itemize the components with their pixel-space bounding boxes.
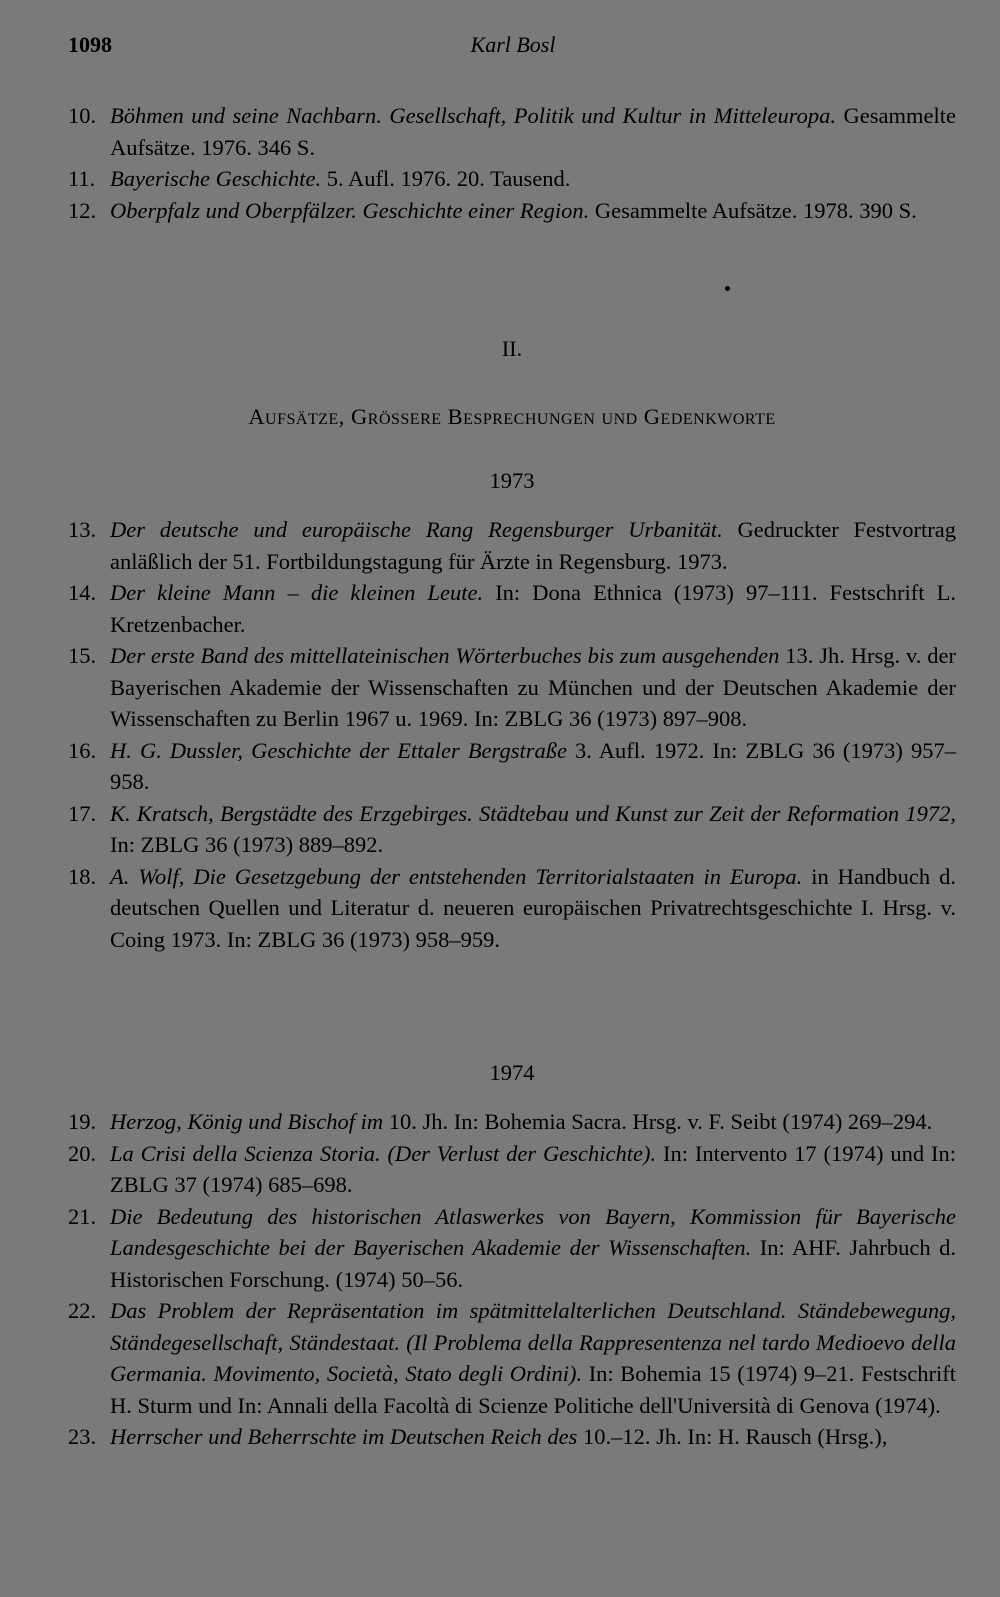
entry-number: 19. <box>68 1109 97 1134</box>
entry-details: Gedruckter Festvortrag anläßlich der 51. Fortbildungstagung für Ärzte in Regensburg. 1973. <box>110 517 956 574</box>
entry-details: in Handbuch d. deutschen Quellen und Literatur d. neueren europäischen Privatrechtsgeschichte I. Hrsg. v. Coing 1973. In: ZBLG 36 (1973) 958–959. <box>110 863 956 952</box>
bibliography-entry <box>68 735 956 798</box>
entry-details: Gesammelte Aufsätze. 1978. 390 S. <box>589 197 917 223</box>
bibliography-entry <box>68 1421 956 1453</box>
entry-number: 15. <box>68 643 97 668</box>
page-number: 1098 <box>68 32 112 57</box>
bibliography-entry <box>68 163 956 195</box>
bibliography-entry <box>68 514 956 577</box>
entry-number: 22. <box>68 1298 97 1323</box>
entry-details: 13. Jh. Hrsg. v. der Bayerischen Akademie der Wissenschaften zu München und der Deutschen Akademie der Wissenschaften zu Berlin 1967 u. 1969. In: ZBLG 36 (1973) 897–908. <box>110 643 956 731</box>
entry-number: 18. <box>68 863 97 889</box>
bibliography-entry <box>68 100 956 163</box>
bibliography-entry <box>68 1138 956 1201</box>
entry-details: 10. Jh. In: Bohemia Sacra. Hrsg. v. F. Seibt (1974) 269–294. <box>383 1109 933 1134</box>
page-header <box>68 32 958 62</box>
entry-title: Das Problem der Repräsentation im spätmittelalterlichen Deutschland. Ständebewegung, Ständegesellschaft, Ständestaat. (Il Problema della Rappresentenza nel tardo Medioevo della Germania. Movimento, Società, Stato degli Ordini). <box>110 1298 956 1386</box>
entry-title: A. Wolf, Die Gesetzgebung der entstehenden Territorialstaaten in Europa. <box>110 863 803 889</box>
section-number: II. <box>501 336 523 361</box>
entry-number: 10. <box>68 103 97 128</box>
entry-details: 3. Aufl. 1972. In: ZBLG 36 (1973) 957–958. <box>110 737 956 794</box>
entry-number: 11. <box>68 166 96 191</box>
running-head: Karl Bosl <box>470 32 556 57</box>
bibliography-entry <box>68 640 956 735</box>
entry-details: 5. Aufl. 1976. 20. Tausend. <box>321 166 571 191</box>
entry-number: 13. <box>68 517 97 542</box>
entries-1973 <box>68 514 956 955</box>
entry-details: Gesammelte Aufsätze. 1976. 346 S. <box>110 103 956 160</box>
bibliography-entry <box>68 798 956 861</box>
entries-1974 <box>68 1106 956 1453</box>
entry-title: Herrscher und Beherrschte im Deutschen Reich des <box>110 1424 578 1449</box>
bibliography-entry <box>68 1201 956 1296</box>
entry-details: In: Bohemia 15 (1974) 9–21. Festschrift H. Sturm und In: Annali della Facoltà di Scienze Politiche dell'Università di Genova (1974). <box>110 1361 957 1418</box>
section-heading: Aufsätze, Grössere Besprechungen und Gedenkworte <box>248 404 776 429</box>
bibliography-entry <box>68 861 956 956</box>
entry-number: 23. <box>68 1424 97 1449</box>
entry-title: K. Kratsch, Bergstädte des Erzgebirges. Städtebau und Kunst zur Zeit der Reformation 1972, <box>110 800 956 826</box>
bibliography-entry <box>68 1295 956 1421</box>
entry-title: La Crisi della Scienza Storia. (Der Verlust der Geschichte). <box>110 1140 657 1166</box>
year-heading-1973: 1973 <box>489 468 535 493</box>
entry-details: In: ZBLG 36 (1973) 889–892. <box>110 832 384 857</box>
bibliography-entry <box>68 195 956 227</box>
entry-number: 14. <box>68 580 97 605</box>
entry-title: H. G. Dussler, Geschichte der Ettaler Bergstraße <box>110 737 567 763</box>
bibliography-entry <box>68 1106 956 1138</box>
entry-number: 12. <box>68 197 97 223</box>
entry-details: In: Intervento 17 (1974) und In: ZBLG 37 (1974) 685–698. <box>110 1140 956 1197</box>
entry-number: 16. <box>68 737 97 763</box>
entry-title: Bayerische Geschichte. <box>110 166 322 191</box>
entry-title: Der kleine Mann – die kleinen Leute. <box>110 580 484 605</box>
entry-title: Der erste Band des mittellateinischen Wörterbuches bis zum ausgehenden <box>110 643 780 668</box>
entry-title: Die Bedeutung des historischen Atlaswerkes von Bayern, Kommission für Bayerische Landesgeschichte bei der Bayerischen Akademie der Wissenschaften. <box>110 1203 956 1260</box>
entry-details: In: Dona Ethnica (1973) 97–111. Festschrift L. Kretzenbacher. <box>110 580 957 637</box>
bibliography-entry <box>68 577 956 640</box>
year-heading-1974: 1974 <box>489 1060 535 1085</box>
entry-title: Der deutsche und europäische Rang Regensburger Urbanität. <box>110 517 723 542</box>
entry-number: 21. <box>68 1203 97 1229</box>
entry-title: Oberpfalz und Oberpfälzer. Geschichte einer Region. <box>110 197 590 223</box>
entry-title: Herzog, König und Bischof im <box>110 1109 384 1134</box>
entry-number: 17. <box>68 800 97 826</box>
entry-title: Böhmen und seine Nachbarn. Gesellschaft, Politik und Kultur in Mitteleuropa. <box>110 103 837 128</box>
entry-details: 10.–12. Jh. In: H. Rausch (Hrsg.), <box>577 1424 888 1449</box>
ink-speck <box>725 286 730 291</box>
entry-details: In: AHF. Jahrbuch d. Historischen Forschung. (1974) 50–56. <box>110 1235 956 1292</box>
entry-number: 20. <box>68 1140 97 1166</box>
entries-top <box>68 100 956 226</box>
